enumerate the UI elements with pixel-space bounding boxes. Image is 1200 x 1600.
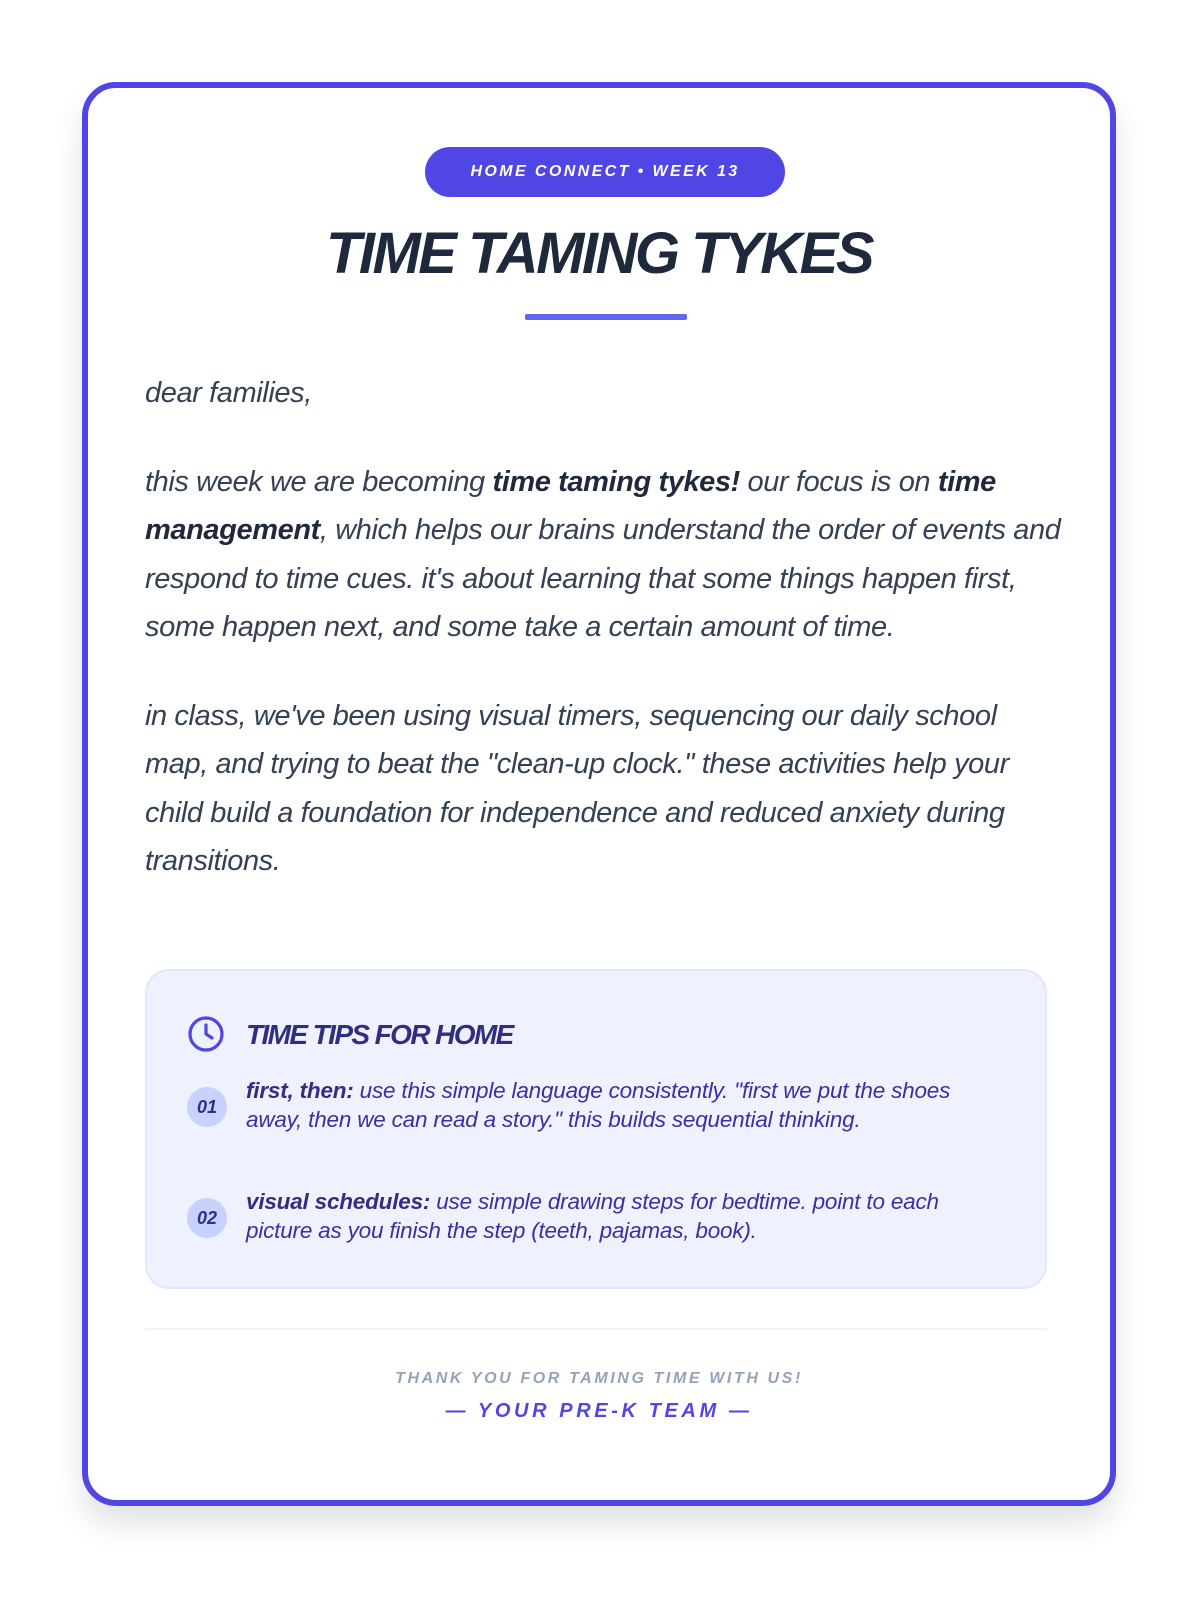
- tip-number: 02: [187, 1198, 227, 1238]
- page-title: TIME TAMING TYKES: [325, 221, 873, 286]
- newsletter-card: [82, 82, 1116, 1506]
- intro-text-3: , which helps our brains understand the order of events and respond to time cues. it's about learning that some things happen first, some happen next, and some take a certain amount of time.: [145, 514, 1061, 643]
- letter-greeting: dear families,: [145, 377, 312, 409]
- tip-body: use this simple language consistently. "first we put the shoes away, then we can read a story." this builds sequential thinking.: [246, 1078, 951, 1132]
- time-tips-box: [145, 969, 1047, 1289]
- tip-body: use simple drawing steps for bedtime. point to each picture as you finish the step (teeth, pajamas, book).: [246, 1189, 939, 1243]
- letter-body: [145, 369, 1065, 886]
- intro-bold-2: time management: [145, 465, 996, 546]
- intro-text-1: this week we are becoming: [145, 465, 493, 498]
- tip-text: [246, 1187, 1006, 1245]
- tip-text: [246, 1076, 1006, 1134]
- week-badge: HOME CONNECT • WEEK 13: [425, 147, 785, 197]
- title-underline: [525, 314, 687, 320]
- tip-heading: visual schedules:: [246, 1189, 431, 1214]
- intro-text-2: our focus is on: [739, 465, 938, 498]
- tips-title: TIME TIPS FOR HOME: [246, 1019, 513, 1050]
- letter-intro-paragraph: [145, 458, 1065, 652]
- footer-divider: [145, 1328, 1047, 1330]
- letter-class-paragraph: in class, we've been using visual timers, sequencing our daily school map, and trying to beat the "clean-up clock." these activities help your child build a foundation for independence and reduced anxiety during transitions.: [145, 699, 1009, 877]
- tip-number: 01: [187, 1087, 227, 1127]
- intro-bold-1: time taming tykes!: [492, 465, 740, 498]
- footer-signoff: — YOUR PRE-K TEAM —: [445, 1400, 753, 1422]
- footer-thanks: THANK YOU FOR TAMING TIME WITH US!: [395, 1370, 803, 1387]
- tip-heading: first, then:: [246, 1078, 354, 1103]
- clock-icon: [187, 1015, 225, 1053]
